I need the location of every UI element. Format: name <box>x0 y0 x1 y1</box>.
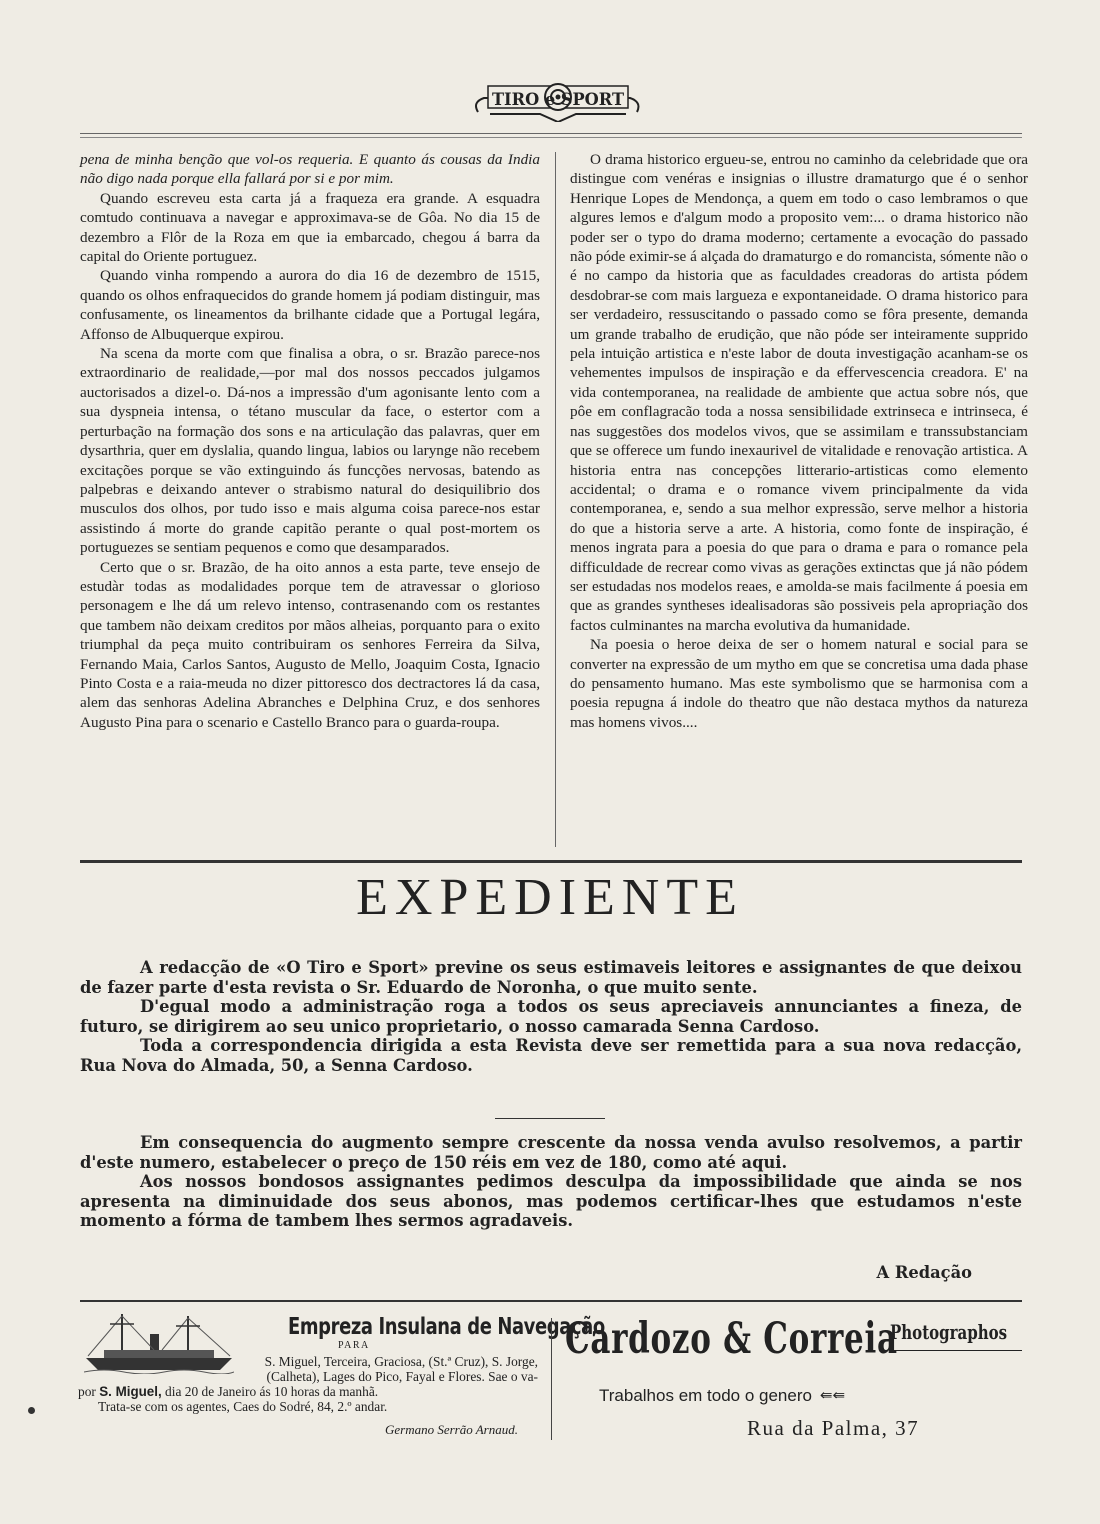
article-paragraph: Quando escreveu esta carta já a fraqueza era grande. A esquadra comtudo continuava a navegar e approximava-se de Gôa. No dia 15 de dezembro a Flôr de la Roza em que ia embarcado, chegou á barra da capital do Oriente portuguez. <box>80 189 540 266</box>
margin-dot <box>28 1407 35 1414</box>
ship-name: S. Miguel, <box>99 1384 162 1399</box>
ad-line: S. Miguel, Terceira, Graciosa, (St.ª Cruz), S. Jorge, <box>264 1354 538 1369</box>
shipping-ad-signature: Germano Serrão Arnaud. <box>384 1422 518 1437</box>
ads-divider <box>551 1318 552 1440</box>
shipping-company-ad <box>78 1310 605 1445</box>
arrow-left-icon: ⇚⇚ <box>820 1386 846 1404</box>
notice-paragraph: Toda a correspondencia dirigida a esta Revista deve ser remettida para a sua nova redacção, Rua Nova do Almada, 50, a Senna Cardoso. <box>80 1036 1022 1075</box>
article-paragraph: Certo que o sr. Brazão, de ha oito annos a esta parte, teve ensejo de estudàr todas as modalidades porque tem de atravessar o glorioso personagem e lhe dá um relevo intenso, contrasenando com os restantes que tambem não deixam creditos por mãos alheias, porquanto para o exito triumphal da peça muito contribuiram os senhores Ferreira da Silva, Fernando Maia, Carlos Santos, Augusto de Mello, Joaquim Costa, Ignacio Pinto Costa e a raia-meuda no dizer pittoresco dos dectractores lá da casa, alem das senhoras Adelina Abranches e Delphina Cruz, e dos senhores Augusto Pina para o scenario e Castello Branco para o guarda-roupa. <box>80 558 540 731</box>
photographers-label: Photographos <box>890 1320 1008 1344</box>
ad-line: Trata-se com os agentes, Caes do Sodré, 84, 2.º andar. <box>98 1399 388 1414</box>
column-divider <box>555 152 556 847</box>
photographers-address: Rua da Palma, 37 <box>747 1416 920 1440</box>
masthead-text: TIRO e SPORT <box>492 90 625 110</box>
masthead-logo <box>470 78 645 122</box>
article-right-column <box>570 150 1028 732</box>
expediente-notice-2 <box>80 1133 1022 1231</box>
notice-separator <box>495 1118 605 1119</box>
notice-paragraph: Em consequencia do augmento sempre crescente da nossa venda avulso resolvemos, a partir d'este numero, estabelecer o preço de 150 réis em vez de 180, como até aqui. <box>80 1133 1022 1172</box>
notice-paragraph: A redacção de «O Tiro e Sport» previne os seus estimaveis leitores e assignantes de que deixou de fazer parte d'esta revista o Sr. Eduardo de Noronha, o que muito sente. <box>80 958 1022 997</box>
header-rule-thin <box>80 137 1022 138</box>
header-rule <box>80 133 1022 134</box>
photographers-name: Cardozo & Correia <box>565 1314 898 1364</box>
article-left-column <box>80 150 540 732</box>
ad-line-3 <box>78 1384 538 1399</box>
photographers-subtitle: Trabalhos em todo o genero <box>599 1386 812 1405</box>
expediente-title: EXPEDIENTE <box>356 869 744 926</box>
shipping-ad-text <box>78 1354 538 1414</box>
article-paragraph: Na scena da morte com que finalisa a obra, o sr. Brazão parece-nos extraordinario de realidade,—por mal dos nossos peccados julgamos auctorisados a dizel-o. Dá-nos a impressão d'um agonisante lento com a sua dyspneia intensa, o tétano muscular da face, o estertor com a perturbação na formação dos sons e na articulação das palavras, quer em dysarthria, quer em dyslalia, quando lingua, labios ou larynge não recebem excitações porque se vão extinguindo ás funcções nervosas, batendo as palpebras e deixando antever o strabismo natural do desiquilibrio dos musculos dos olhos, por tudo isso e mais alguma coisa parece-nos estar assistindo á morte do grande capitão perante o qual post-mortem os portuguezes se sentiam pequenos e como que desamparados. <box>80 345 540 557</box>
shipping-ad-para: PARA <box>338 1340 370 1351</box>
expediente-notice-1 <box>80 958 1022 1076</box>
photographers-ad <box>565 1310 1025 1445</box>
notice-paragraph: Aos nossos bondosos assignantes pedimos desculpa da impossibilidade que ainda se nos apresenta na diminuidade dos seus abonos, mas podemos certificar-lhes que estudamos n'este momento a fórma de tambem lhes sermos agradaveis. <box>80 1172 1022 1231</box>
ad-line-prefix: por <box>78 1384 100 1399</box>
article-paragraph: Na poesia o heroe deixa de ser o homem natural e social para se converter na expressão de um mytho em que se concretisa uma dada phase do pensamento humano. Mas este symbolismo que se harmonisa com a poesia repugna á indole do theatro que não destaca mythos da natureza mas homens vivos.... <box>570 636 1028 731</box>
section-rule <box>80 860 1022 863</box>
article-paragraph: pena de minha benção que vol-os requeria. E quanto ás cousas da India não digo nada porque ella fallará por si e por mim. <box>80 151 540 188</box>
ads-rule <box>80 1300 1022 1302</box>
expediente-signoff: A Redação <box>876 1263 972 1282</box>
notice-paragraph: D'egual modo a administração roga a todos os seus apreciaveis annunciantes a fineza, de futuro, se dirigirem ao seu unico proprietario, o nosso camarada Senna Cardoso. <box>80 997 1022 1036</box>
photographers-underline <box>890 1350 1022 1351</box>
article-paragraph: Quando vinha rompendo a aurora do dia 16 de dezembro de 1515, quando os olhos enfraquecidos do grande homem já podiam distinguir, mas confusamente, os lineamentos da brilhante cidade que a Portugal legára, Affonso de Albuquerque expirou. <box>80 267 540 343</box>
ad-line-rest: dia 20 de Janeiro ás 10 horas da manhã. <box>161 1384 379 1399</box>
ad-line: (Calheta), Lages do Pico, Fayal e Flores. Sae o va- <box>266 1369 538 1384</box>
shipping-ad-title: Empreza Insulana de Navegação <box>288 1314 605 1340</box>
article-paragraph: O drama historico ergueu-se, entrou no caminho da celebridade que ora distingue com venéras e insignias o illustre dramaturgo que é o senhor Henrique Lopes de Mendonça, a quem em todo o caso lembramos o que algures lemos e d'algum modo a proposito vem:... o drama historico não poder ser o typo do drama moderno; certamente a evocação do passado não póde eximir-se á alçada do dramaturgo e do romancista, sómente não o é no campo da historia que as faculdades creadoras do artista pódem desdobrar-se com mais largueza e expontaneidade. O drama historico para ser verdadeiro, ressuscitando o passado como se fôra presente, demanda um grande trabalho de erudição, que não póde ser inteiramente supprido pela intuição artistica e n'este labor de douta investigação acanham-se os vehementes impulsos de inspiração e da effervescencia creadora. E' na vida contemporanea, na realidade de ambiente que actua sobre nós, que pôe em conflagracão toda a nossa sensibilidade extrinseca e intrinseca, é nas suggestões dos modelos vivos, que se assimilam e transsubstanciam que se offerece um fundo inexaurivel de vitalidade e renovação artistica. A historia entra nas concepções litterario-artisticas como elemento accidental; o drama e o romance vivem principalmente da vida contemporanea, e, sendo a sua melhor expressão, serve melhor a historia do que a historia serve a arte. A historia, como fonte de inspiração, é menos ingrata para a poesia do que para o drama e para o romance pela difficuldade de recrear como vivas as gerações extinctas que já não pódem ser estudadas nos modelos reaes, e amolda-se mais facilmente á poesia em que as grandes syntheses idealisadoras são possiveis pela apropriação dos factos culminantes na marcha evolutiva da humanidade. <box>570 151 1028 634</box>
